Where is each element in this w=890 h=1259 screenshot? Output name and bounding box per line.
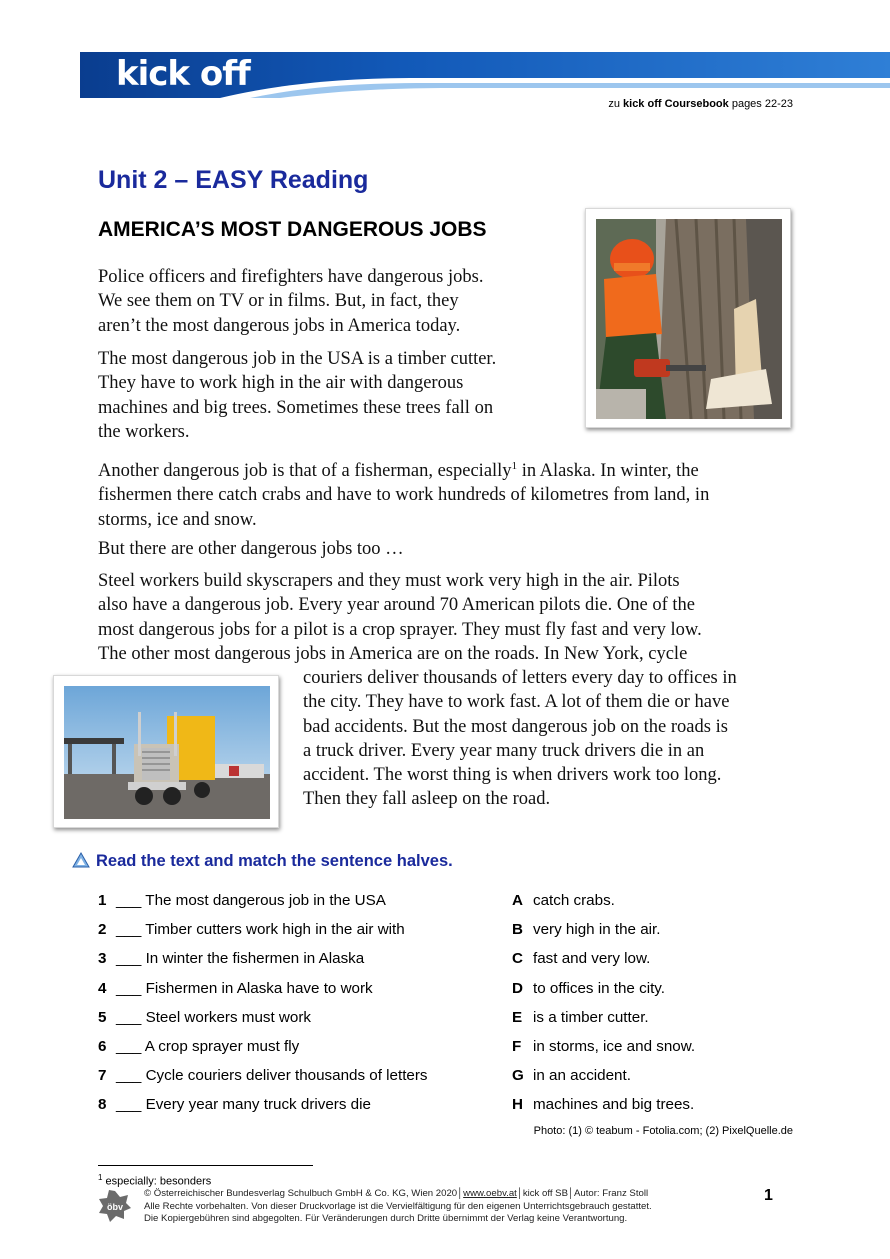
item-letter: H [512, 1096, 523, 1114]
legal-notice: © Österreichischer Bundesverlag Schulbuch GmbH & Co. KG, Wien 2020│www.oebv.at│kick off SB│Autor: Franz Stoll Alle Rechte vorbehalten. Von dieser Druckvorlage ist die Vervielfältigung für den eigenen Unterrichtsgebrauch gestattet. Die Kopiergebühren sind abgegolten. Für Veränderungen durch Dritte übernimmt der Verlag keine Verantwortung. [144, 1188, 652, 1224]
match-item-left [98, 1009, 311, 1026]
item-number: 2 [98, 921, 107, 939]
match-item-right [512, 980, 665, 997]
answer-blank[interactable]: ___ [116, 892, 142, 909]
paragraph-4: But there are other dangerous jobs too … [98, 539, 404, 559]
item-text: in an accident. [533, 1067, 631, 1085]
item-text: very high in the air. [533, 921, 661, 939]
match-item-right [512, 950, 650, 967]
header-banner [80, 52, 890, 98]
match-item-left [98, 1038, 299, 1055]
item-text: in storms, ice and snow. [533, 1038, 696, 1055]
item-text: Steel workers must work [145, 1008, 311, 1026]
item-number: 5 [98, 1008, 107, 1026]
match-item-left [98, 1067, 428, 1084]
page-reference: zu kick off Coursebook pages 22-23 [608, 98, 793, 110]
truck-photo [53, 675, 279, 828]
timber-cutter-image [596, 219, 782, 419]
item-letter: E [512, 1008, 523, 1026]
item-text: In winter the fishermen in Alaska [145, 950, 365, 968]
item-text: fast and very low. [533, 950, 651, 968]
item-letter: D [512, 979, 523, 997]
item-letter: G [512, 1067, 524, 1085]
item-text: Every year many truck drivers die [145, 1096, 371, 1114]
paragraph-5-continued: couriers deliver thousands of letters every day to offices in the city. They have to work fast. A lot of them die or have bad accidents. But the most dangerous job on the roads is a truck driver. Every year many truck drivers die in an accident. The worst thing is when drivers work too long. Then they fall asleep on the road. [303, 668, 737, 810]
item-letter: F [512, 1038, 522, 1055]
item-number: 8 [98, 1096, 107, 1114]
answer-blank[interactable]: ___ [116, 979, 142, 997]
paragraph-1: Police officers and firefighters have dangerous jobs. We see them on TV or in films. But, in fact, they aren’t the most dangerous jobs in America today. [98, 267, 484, 336]
match-item-right [512, 1009, 649, 1026]
answer-blank[interactable]: ___ [116, 1067, 142, 1085]
item-text: is a timber cutter. [533, 1008, 649, 1026]
item-text: The most dangerous job in the USA [145, 892, 386, 909]
footnote: $^1$ especially: besonders [98, 1173, 212, 1188]
kick-off-logo: kick off [116, 54, 250, 94]
answer-blank[interactable]: ___ [116, 1096, 142, 1114]
answer-blank[interactable]: ___ [116, 921, 142, 939]
item-letter: B [512, 921, 523, 939]
obv-publisher-logo [98, 1189, 132, 1223]
item-text: machines and big trees. [533, 1096, 695, 1114]
item-text: A crop sprayer must fly [144, 1038, 300, 1055]
photo-credit: Photo: (1) © teabum - Fotolia.com; (2) PixelQuelle.de [533, 1125, 793, 1137]
item-number: 4 [98, 979, 107, 997]
match-item-right [512, 1096, 694, 1113]
article-title: AMERICA’S MOST DANGEROUS JOBS [98, 218, 487, 241]
paragraph-2: The most dangerous job in the USA is a timber cutter. They have to work high in the air with dangerous machines and big trees. Sometimes these trees fall on the workers. [98, 349, 497, 442]
item-number: 6 [98, 1038, 107, 1055]
match-item-left [98, 980, 373, 997]
match-item-left [98, 892, 386, 909]
match-item-right [512, 1038, 695, 1055]
item-text: to offices in the city. [533, 979, 665, 997]
warning-triangle-icon [72, 852, 90, 868]
item-text: catch crabs. [533, 892, 615, 909]
item-number: 3 [98, 950, 107, 968]
item-text: Fishermen in Alaska have to work [145, 979, 373, 997]
item-text: Timber cutters work high in the air with [145, 921, 405, 939]
answer-blank[interactable]: ___ [116, 1008, 142, 1026]
footnote-divider [98, 1165, 313, 1166]
match-item-left [98, 921, 405, 938]
task-instruction: Read the text and match the sentence halves. [72, 852, 453, 871]
item-number: 1 [98, 892, 107, 909]
item-number: 7 [98, 1067, 107, 1085]
paragraph-5: Steel workers build skyscrapers and they must work very high in the air. Pilots also have a dangerous job. Every year around 70 American pilots die. One of the most dangerous jobs for a pilot is a crop sprayer. They must fly fast and very low. The other most dangerous jobs in America are on the roads. In New York, cycle [98, 571, 702, 664]
answer-blank[interactable]: ___ [116, 1038, 142, 1055]
match-item-right [512, 892, 615, 909]
banner-swoosh [220, 74, 890, 98]
item-text: Cycle couriers deliver thousands of letters [145, 1067, 428, 1085]
match-item-right [512, 921, 660, 938]
item-letter: A [512, 892, 523, 909]
answer-blank[interactable]: ___ [116, 950, 142, 968]
publisher-link[interactable]: www.oebv.at [463, 1188, 517, 1199]
match-item-left [98, 1096, 371, 1113]
footnote-mark: 1 [511, 460, 518, 472]
match-item-right [512, 1067, 631, 1084]
page-number: 1 [764, 1187, 773, 1204]
truck-image [64, 686, 270, 819]
timber-cutter-photo [585, 208, 791, 428]
item-letter: C [512, 950, 523, 968]
svg-text:öbv: öbv [106, 1202, 124, 1212]
match-item-left [98, 950, 364, 967]
unit-title: Unit 2 – EASY Reading [98, 166, 369, 194]
paragraph-3: Another dangerous job is that of a fisherman, especially$^1$ in Alaska. In winter, the fishermen there catch crabs and have to work hundreds of kilometres from land, in storms, ice and snow. [98, 460, 710, 530]
